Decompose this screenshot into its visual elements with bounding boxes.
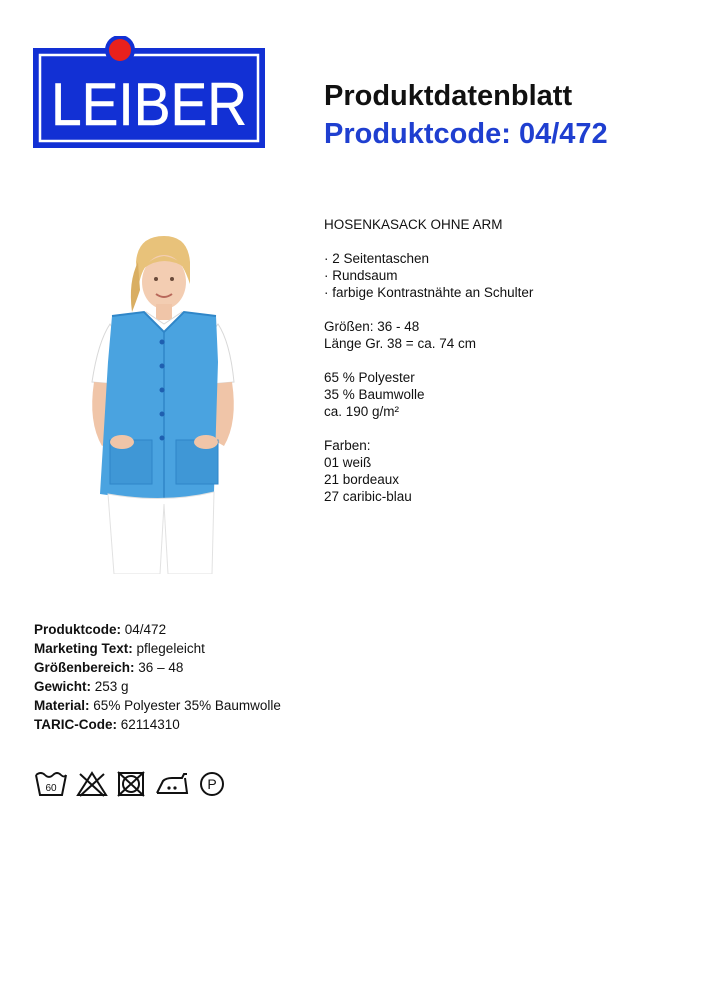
spec-label: Produktcode:: [34, 622, 122, 637]
desc-line: [324, 233, 533, 250]
desc-line: · farbige Kontrastnähte an Schulter: [324, 285, 534, 300]
spec-value: 253 g: [94, 679, 129, 694]
spec-label: Größenbereich:: [34, 660, 135, 675]
logo-text: LEIBER: [51, 71, 247, 138]
spec-row: [34, 639, 281, 658]
desc-line: Länge Gr. 38 = ca. 74 cm: [324, 336, 476, 351]
no-tumble-dry-icon: [116, 770, 146, 798]
desc-line: 65 % Polyester: [324, 370, 415, 385]
desc-line: Größen: 36 - 48: [324, 319, 420, 334]
spec-value: 62114310: [120, 717, 180, 732]
product-description: [324, 216, 533, 505]
spec-value: pflegeleicht: [136, 641, 205, 656]
leiber-logo: [33, 36, 265, 148]
desc-line: [324, 301, 533, 318]
spec-value: 65% Polyester 35% Baumwolle: [93, 698, 281, 713]
spec-label: Marketing Text:: [34, 641, 133, 656]
spec-label: TARIC-Code:: [34, 717, 117, 732]
desc-line: 27 caribic-blau: [324, 489, 412, 504]
product-photo: [78, 232, 248, 574]
desc-line: Farben:: [324, 438, 371, 453]
spec-label: Material:: [34, 698, 90, 713]
page-title: Produktdatenblatt: [324, 80, 573, 112]
spec-row: [34, 715, 281, 734]
spec-label: Gewicht:: [34, 679, 92, 694]
desc-line: 35 % Baumwolle: [324, 387, 425, 402]
desc-line: · 2 Seitentaschen: [324, 251, 430, 266]
wash-60-icon: [34, 770, 68, 798]
spec-row: [34, 677, 281, 696]
iron-two-dots-icon: [154, 770, 190, 798]
professional-cleaning-p-icon: [198, 770, 226, 798]
spec-row: [34, 620, 281, 639]
product-code-title: Produktcode: 04/472: [324, 118, 608, 150]
desc-line: ca. 190 g/m²: [324, 404, 400, 419]
desc-line: 01 weiß: [324, 455, 372, 470]
no-bleach-icon: [76, 770, 108, 798]
desc-line: [324, 420, 533, 437]
desc-line: HOSENKASACK OHNE ARM: [324, 217, 503, 232]
spec-value: 36 – 48: [138, 660, 184, 675]
spec-row: [34, 658, 281, 677]
cleaning-letter: P: [207, 776, 217, 792]
spec-row: [34, 696, 281, 715]
wash-temperature-label: 60: [45, 783, 57, 794]
spec-value: 04/472: [124, 622, 167, 637]
desc-line: · Rundsaum: [324, 268, 398, 283]
desc-line: 21 bordeaux: [324, 472, 400, 487]
desc-line: [324, 352, 533, 369]
product-specs: [34, 620, 281, 734]
care-symbols: [34, 770, 226, 798]
